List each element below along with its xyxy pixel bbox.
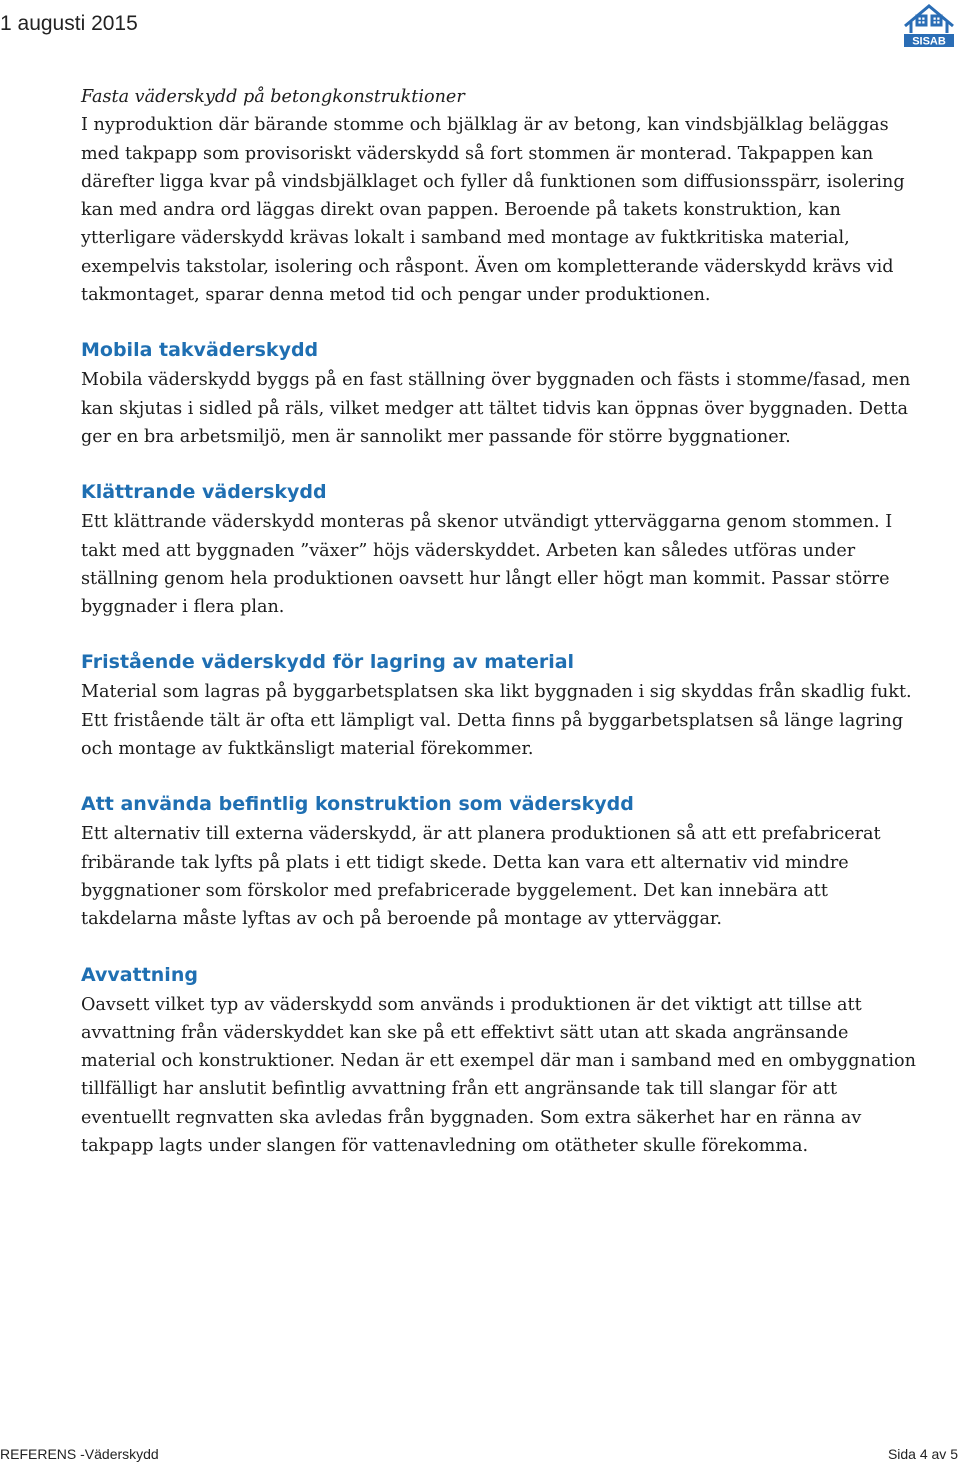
section-body: Material som lagras på byggarbetsplatsen ska likt byggnaden i sig skyddas från skadlig fukt. Ett fristående tält är ofta ett lämpligt val. Detta finns på byggarbetsplatsen så länge lagring och montage av fuktkänsligt material förekommer.	[81, 682, 912, 760]
section-avvattning	[81, 961, 921, 1161]
section-befintlig	[81, 790, 921, 933]
header-date: 1 augusti 2015	[0, 12, 138, 35]
section-body: Mobila väderskydd byggs på en fast ställning över byggnaden och fästs i stomme/fasad, men kan skjutas i sidled på räls, vilket medger att tältet tidvis kan öppnas över byggnaden. Detta ger en bra arbetsmiljö, men är sannolikt mer passande för större byggnationer.	[81, 370, 911, 447]
section-heading: Att använda befintlig konstruktion som väderskydd	[81, 793, 634, 816]
logo-text: SISAB	[912, 35, 946, 48]
section-heading: Fristående väderskydd för lagring av material	[81, 651, 575, 674]
sisab-logo-icon	[900, 2, 958, 48]
section-heading: Avvattning	[81, 963, 198, 986]
section-body: Oavsett vilket typ av väderskydd som används i produktionen är det viktigt att tillse att avvattning från väderskyddet kan ske på ett effektivt sätt utan att skada angränsande material och konstruktioner. Nedan är ett exempel där man i samband med en ombyggnation tillfälligt har anslutit befintlig avvattning från ett angränsande tak till slangar för att eventuellt regnvatten ska avledas från byggnaden. Som extra säkerhet har en ränna av takpapp lagts under slangen för vattenavledning om otätheter skulle förekomma.	[81, 994, 916, 1157]
sisab-logo	[900, 2, 958, 48]
section-heading: Mobila takväderskydd	[81, 339, 319, 362]
section-heading: Klättrande väderskydd	[81, 481, 327, 504]
section-fristaende	[81, 648, 921, 763]
section-body: Ett klättrande väderskydd monteras på skenor utvändigt ytterväggarna genom stommen. I takt med att byggnaden ”växer” höjs väderskyddet. Arbeten kan således utföras under ställning genom hela produktionen oavsett hur långt eller högt man kommit. Passar större byggnader i flera plan.	[81, 512, 893, 618]
intro-body: I nyproduktion där bärande stomme och bjälklag är av betong, kan vindsbjälklag beläggas med takpapp som provisoriskt väderskydd så fort stommen är monterad. Takpappen kan därefter ligga kvar på vindsbjälklaget och fyller då funktionen som diffusionsspärr, isolering kan med andra ord läggas direkt ovan pappen. Beroende på takets konstruktion, kan ytterligare väderskydd krävas lokalt i samband med montage av fuktkritiska material, exempelvis takstolar, isolering och råspont. Även om kompletterande väderskydd krävs vid takmontaget, sparar denna metod tid och pengar under produktionen.	[81, 115, 905, 306]
document-body	[81, 83, 921, 1160]
footer-document-title: REFERENS -Väderskydd	[0, 1446, 159, 1462]
footer-page-number: Sida 4 av 5	[887, 1446, 958, 1462]
intro-paragraph	[81, 83, 921, 309]
section-body: Ett alternativ till externa väderskydd, är att planera produktionen så att ett prefabricerat fribärande tak lyfts på plats i ett tidigt skede. Detta kan vara ett alternativ vid mindre byggnationer som förskolor med prefabricerade byggelement. Det kan innebära att takdelarna måste lyftas av och på beroende på montage av ytterväggar.	[81, 824, 881, 930]
section-mobila	[81, 336, 921, 451]
intro-title: Fasta väderskydd på betongkonstruktioner	[81, 87, 465, 107]
section-klattrande	[81, 478, 921, 621]
